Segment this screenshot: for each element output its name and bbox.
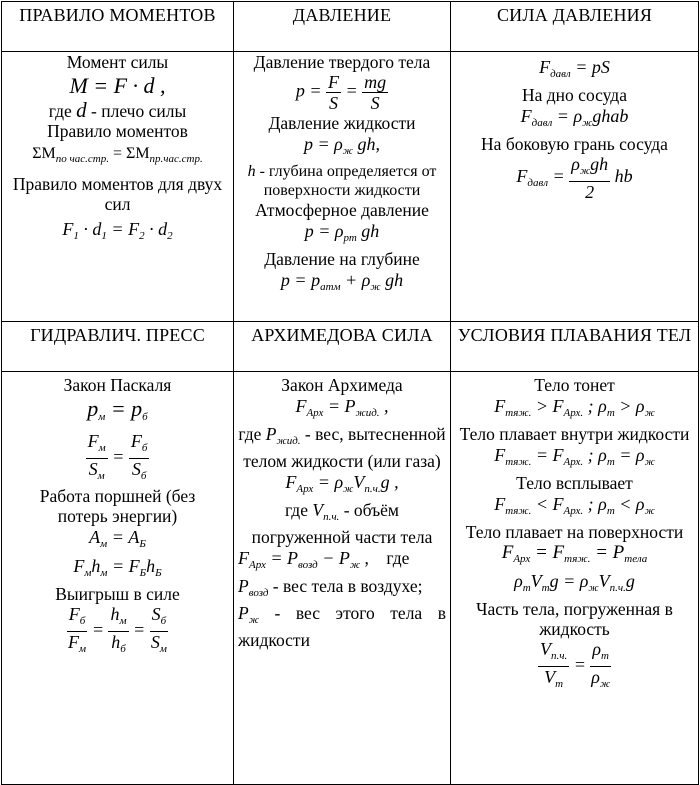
sinks-formula: $F_{тяж.} > F_{Арх.}$ ; $\rho_т > \rho_ж$ <box>494 396 655 419</box>
physics-formula-table <box>1 1 699 785</box>
cell-moments <box>2 52 234 322</box>
air-weight-note: $P_{возд}$ - вес тела в воздухе; <box>238 576 423 599</box>
header-pressure-force: СИЛА ДАВЛЕНИЯ <box>451 2 699 52</box>
floats-surface-label: Тело плавает на поверхности <box>465 522 684 542</box>
liquid-pressure-formula: $p = \rho_ж$ gh, <box>303 134 381 157</box>
cell-pressure-force <box>451 52 699 322</box>
header-moments: ПРАВИЛО МОМЕНТОВ <box>2 2 234 52</box>
bottom-label: На дно сосуда <box>522 85 627 105</box>
header-floating: УСЛОВИЯ ПЛАВАНИЯ ТЕЛ <box>451 322 699 372</box>
archimedes-formula-2: $F_{Арх} = \rho_жV_{п.ч.}g$ , <box>285 472 399 495</box>
piston-work-label: Работа поршней (без потерь энергии) <box>39 486 196 526</box>
rises-label: Тело всплывает <box>516 473 633 493</box>
pascal-formula: $p_м = p_б$ <box>87 396 148 423</box>
depth-pressure-formula: $p = p_{атм} + \rho_ж$ gh <box>280 270 404 293</box>
bottom-formula: $F_{давл}$ = $\rho_жghab$ <box>520 106 629 129</box>
moment-rule-formula: $\Sigma M_{по час.стр.} = \Sigma M_{пр.час.стр.}$ <box>32 145 203 165</box>
liquid-pressure-label: Давление жидкости <box>268 113 416 133</box>
archimedes-formula: $F_{Арх} = P_{жид.}$ , <box>295 396 389 419</box>
archimedes-label: Закон Архимеда <box>281 375 403 395</box>
header-press: ГИДРАВЛИЧ. ПРЕСС <box>2 322 234 372</box>
depth-note: h - глубина определяется от поверхности жидкости <box>247 163 437 199</box>
floats-inside-formula: $F_{тяж.} = F_{Арх.}$ ; $\rho_т = \rho_ж$ <box>494 445 655 468</box>
piston-work-formula-2: $F_мh_м = F_Бh_Б$ <box>73 556 162 579</box>
pascal-ratio: $\frac{F_м}{S_м}$ = $\frac{F_б}{S_б}$ <box>87 431 148 482</box>
atm-pressure-formula: $p = \rho_{рт}$ gh <box>304 221 380 244</box>
header-archimedes: АРХИМЕДОВА СИЛА <box>234 322 451 372</box>
solid-pressure-label: Давление твердого тела <box>253 52 431 72</box>
cell-pressure <box>234 52 451 322</box>
side-formula: $F_{давл}$ = $\frac{\rho_жgh}{2}$ hb <box>516 154 633 202</box>
depth-pressure-label: Давление на глубине <box>264 249 420 269</box>
pascal-label: Закон Паскаля <box>63 375 172 395</box>
header-pressure: ДАВЛЕНИЕ <box>234 2 451 52</box>
side-label: На боковую грань сосуда <box>481 134 668 154</box>
submerged-part-label: Часть тела, погруженная в жидкость <box>476 599 673 639</box>
cell-press <box>2 372 234 785</box>
moment-label: Момент силы <box>66 52 169 72</box>
moment-rule-label: Правило моментов <box>47 121 188 141</box>
floats-surface-formula-2: $\rho_тV_тg = \rho_жV_{п.ч.}g$ <box>514 571 635 594</box>
cell-floating <box>451 372 699 785</box>
gain-label: Выигрыш в силе <box>55 584 180 604</box>
submerged-part-formula: $\frac{V_{п.ч.}}{V_т}$ = $\frac{\rho_т}{\rho_ж}$ <box>540 639 611 690</box>
piston-work-formula: $A_м = A_Б$ <box>89 527 146 550</box>
weight-note: где $P_{жид.}$ - вес, вытесненной телом жидкости (или газа) <box>238 424 446 471</box>
liquid-weight-note: $P_ж$ - вес этого тела в жидкости <box>238 603 447 650</box>
two-forces-formula: $F_1 \cdot d_1 = F_2 \cdot d_2$ <box>62 219 173 242</box>
rises-formula: $F_{тяж.} < F_{Арх.}$ ; $\rho_т < \rho_ж$ <box>494 494 655 517</box>
sinks-label: Тело тонет <box>534 375 615 395</box>
floats-surface-formula: $F_{Арх} = F_{тяж.} = P_{тела}$ <box>501 542 648 565</box>
force-formula: $F_{давл}$ = pS <box>539 57 610 80</box>
floats-inside-label: Тело плавает внутри жидкости <box>459 424 690 444</box>
gain-formula: $\frac{F_б}{F_м}$ = $\frac{h_м}{h_б}$ = $\frac{S_б}{S_м}$ <box>68 604 167 655</box>
volume-note: где $V_{п.ч.}$ - объём погруженной части тела <box>251 500 433 547</box>
atm-pressure-label: Атмосферное давление <box>255 200 429 220</box>
archimedes-formula-3: $F_{Арх} = P_{возд} - P_ж$ , где <box>238 548 410 571</box>
lever-arm-note: где d - плечо силы <box>48 98 187 122</box>
moment-formula: M = F · d , <box>69 73 166 98</box>
two-forces-label: Правило моментов для двух сил <box>12 174 223 214</box>
solid-pressure-formula: p = $\frac{F}{S}$ = $\frac{mg}{S}$ <box>295 72 387 113</box>
cell-archimedes <box>234 372 451 785</box>
